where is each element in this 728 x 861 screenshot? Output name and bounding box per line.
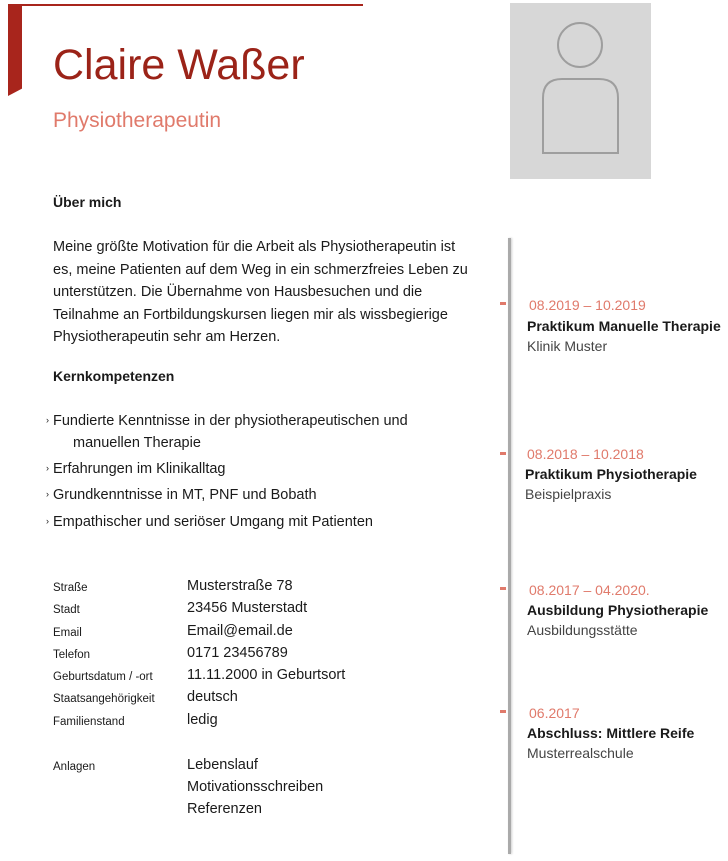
competency-item: › Empathischer und seriöser Umgang mit Patienten	[46, 511, 466, 533]
timeline-marker	[500, 587, 506, 590]
profile-photo-placeholder	[510, 3, 651, 179]
bullet-icon: ›	[46, 516, 49, 526]
bullet-icon: ›	[46, 415, 49, 425]
timeline-place: Ausbildungsstätte	[527, 622, 638, 638]
timeline-place: Beispielpraxis	[525, 486, 612, 502]
label-city: Stadt	[53, 604, 80, 616]
value-phone: 0171 23456789	[187, 645, 288, 661]
timeline-marker	[500, 710, 506, 713]
timeline-line	[508, 238, 511, 854]
label-email: Email	[53, 627, 82, 639]
about-heading: Über mich	[53, 194, 122, 210]
person-silhouette-icon	[510, 3, 651, 179]
header-rule	[8, 4, 363, 6]
competencies-heading: Kernkompetenzen	[53, 368, 175, 384]
job-title: Physiotherapeutin	[53, 109, 222, 132]
label-phone: Telefon	[53, 649, 91, 661]
timeline-place: Musterrealschule	[527, 745, 634, 761]
attachment-item: Lebenslauf	[187, 757, 258, 773]
label-birth: Geburtsdatum / -ort	[53, 671, 153, 683]
value-email: Email@email.de	[187, 623, 293, 639]
label-attachments: Anlagen	[53, 761, 96, 773]
competency-item: › Fundierte Kenntnisse in der physiotherapeutischen und manuellen Therapie	[46, 410, 466, 454]
timeline-title: Abschluss: Mittlere Reife	[527, 725, 695, 741]
value-nationality: deutsch	[187, 689, 238, 705]
timeline-title: Praktikum Manuelle Therapie	[527, 318, 721, 334]
timeline-date: 08.2018 – 10.2018	[527, 446, 644, 462]
attachment-item: Motivationsschreiben	[187, 779, 324, 795]
label-marital-status: Familienstand	[53, 716, 125, 728]
competency-item: › Erfahrungen im Klinikalltag	[46, 458, 466, 480]
value-birth: 11.11.2000 in Geburtsort	[187, 667, 346, 683]
person-name: Claire Waßer	[53, 41, 305, 89]
timeline-title: Praktikum Physiotherapie	[525, 466, 697, 482]
about-text: Meine größte Motivation für die Arbeit als Physiotherapeutin ist es, meine Patienten auf dem Weg in ein schmerzfreies Leben zu unterstützen. Die Übernahme von Hausbesuchen und die Teilnahme an Fortbildungskursen liegen mir als wissbegierige Physiotherapeutin sehr am Herzen.	[53, 239, 468, 345]
timeline-date: 08.2019 – 10.2019	[529, 297, 646, 313]
timeline-marker	[500, 452, 506, 455]
value-street: Musterstraße 78	[187, 578, 293, 594]
timeline-title: Ausbildung Physiotherapie	[527, 602, 709, 618]
bullet-icon: ›	[46, 463, 49, 473]
competency-item: › Grundkenntnisse in MT, PNF und Bobath	[46, 484, 466, 506]
header-tab	[8, 4, 22, 96]
label-street: Straße	[53, 582, 88, 594]
timeline-date: 06.2017	[529, 705, 580, 721]
timeline-date: 08.2017 – 04.2020.	[529, 582, 650, 598]
attachment-item: Referenzen	[187, 801, 262, 817]
bullet-icon: ›	[46, 489, 49, 499]
label-nationality: Staatsangehörigkeit	[53, 693, 155, 705]
value-city: 23456 Musterstadt	[187, 600, 308, 616]
value-marital-status: ledig	[187, 712, 218, 728]
timeline-place: Klinik Muster	[527, 338, 608, 354]
timeline-marker	[500, 302, 506, 305]
